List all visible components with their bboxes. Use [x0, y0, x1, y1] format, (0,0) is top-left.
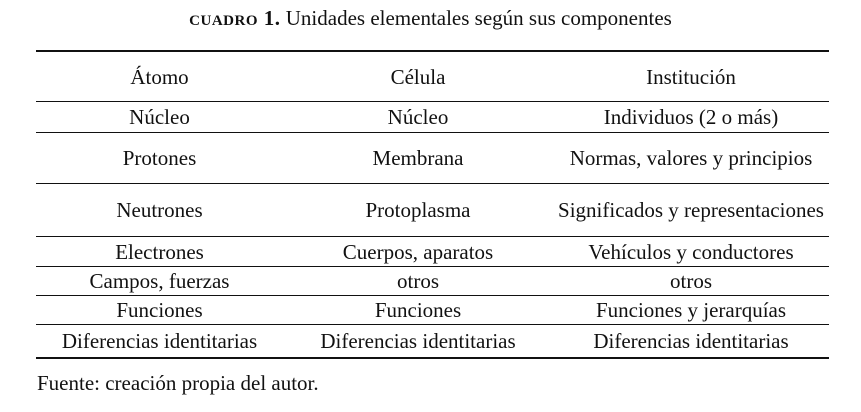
- table-cell: Funciones: [116, 298, 203, 322]
- table-cell: Diferencias identitarias: [320, 329, 516, 353]
- caption-title: Unidades elementales según sus componentes: [285, 6, 672, 30]
- table-row: [36, 184, 829, 237]
- table-cell: Electrones: [115, 239, 204, 264]
- table-row: [36, 102, 829, 133]
- table-source-note: Fuente: creación propia del autor.: [37, 371, 319, 395]
- table-row: [36, 296, 829, 325]
- table-caption: [0, 4, 861, 32]
- header-celula: Célula: [390, 64, 446, 89]
- table-cell: Individuos (2 o más): [603, 105, 779, 129]
- table-cell: Diferencias identitarias: [593, 329, 789, 353]
- table-cell: Normas, valores y principios: [569, 146, 813, 170]
- table-row: [36, 237, 829, 267]
- table-cell: Funciones: [374, 298, 462, 322]
- table-cell: Neutrones: [116, 198, 203, 222]
- table-cell: otros: [670, 269, 712, 293]
- table-cell: Protones: [122, 146, 197, 170]
- table-cell: Cuerpos, aparatos: [342, 239, 494, 264]
- table-cell: Núcleo: [129, 105, 190, 129]
- table-cell: otros: [397, 269, 439, 293]
- table-row: [36, 267, 829, 296]
- header-atomo: Átomo: [130, 64, 189, 89]
- table-cell: Protoplasma: [365, 198, 471, 222]
- caption-label: cuadro 1.: [189, 6, 281, 30]
- table-cell: Membrana: [372, 146, 464, 170]
- table-header-row: [36, 51, 829, 102]
- header-institucion: Institución: [646, 64, 736, 89]
- table-cell: Funciones y jerarquías: [595, 298, 787, 322]
- table-cell: Núcleo: [387, 105, 449, 129]
- table-cell: Vehículos y conductores: [588, 239, 794, 264]
- units-table: [36, 50, 829, 359]
- table-cell: Diferencias identitarias: [61, 329, 258, 353]
- table-row: [36, 133, 829, 184]
- table-cell: Campos, fuerzas: [89, 269, 230, 293]
- table-cell: Significados y representaciones: [558, 198, 824, 222]
- table-row: [36, 325, 829, 359]
